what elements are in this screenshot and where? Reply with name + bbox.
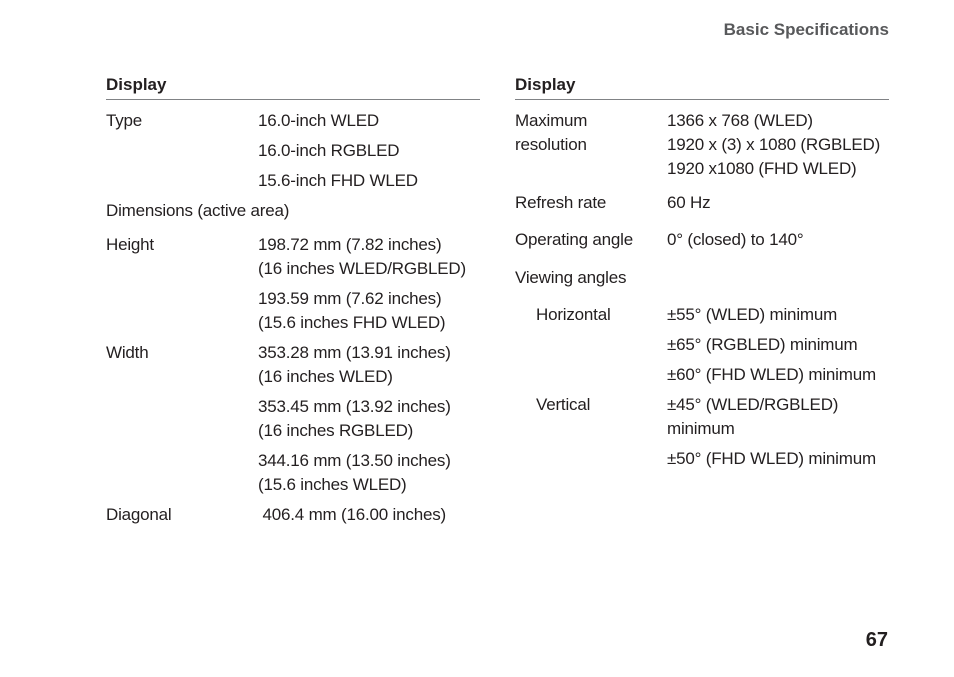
spec-value: ±55° (WLED) minimum: [667, 305, 838, 324]
table-heading: Display: [515, 75, 889, 100]
spec-value: 1920 x1080 (FHD WLED): [667, 159, 857, 178]
spec-value: 1920 x (3) x 1080 (RGBLED): [667, 135, 881, 154]
spec-label: Height: [106, 235, 154, 254]
spec-label: Vertical: [536, 395, 591, 414]
spec-value: 193.59 mm (7.62 inches): [258, 289, 442, 308]
spec-value: ±65° (RGBLED) minimum: [667, 335, 858, 354]
spec-row-max-resolution: [515, 109, 889, 181]
spec-label: resolution: [515, 135, 587, 154]
display-specs-table-right: [515, 75, 889, 477]
table-heading: Display: [106, 75, 480, 100]
spec-row-viewing-angles: [515, 266, 889, 290]
spec-value: minimum: [667, 419, 735, 438]
spec-value: ±50° (FHD WLED) minimum: [667, 449, 876, 468]
spec-value: (15.6 inches FHD WLED): [258, 313, 446, 332]
spec-value: 0° (closed) to 140°: [667, 230, 804, 249]
spec-label: Refresh rate: [515, 193, 607, 212]
spec-value: (15.6 inches WLED): [258, 475, 407, 494]
spec-row-height: [106, 233, 480, 335]
spec-label: Width: [106, 343, 149, 362]
spec-row-horizontal: [515, 303, 889, 387]
spec-row-refresh-rate: [515, 191, 889, 215]
spec-row-dimensions: [106, 199, 480, 223]
spec-label: Dimensions (active area): [106, 201, 290, 220]
spec-value: 16.0-inch WLED: [258, 111, 379, 130]
spec-value: 353.28 mm (13.91 inches): [258, 343, 451, 362]
spec-value: 15.6-inch FHD WLED: [258, 171, 418, 190]
spec-value: 406.4 mm (16.00 inches): [258, 505, 446, 524]
spec-label: Viewing angles: [515, 268, 627, 287]
spec-value: 198.72 mm (7.82 inches): [258, 235, 442, 254]
spec-value: 344.16 mm (13.50 inches): [258, 451, 451, 470]
spec-row-width: [106, 341, 480, 497]
spec-label: Horizontal: [536, 305, 611, 324]
spec-label: Operating angle: [515, 230, 633, 249]
display-specs-table-left: [106, 75, 480, 533]
spec-value: (16 inches WLED/RGBLED): [258, 259, 466, 278]
page-number: 67: [865, 629, 888, 651]
spec-value: 1366 x 768 (WLED): [667, 111, 813, 130]
spec-value: 353.45 mm (13.92 inches): [258, 397, 451, 416]
spec-value: 60 Hz: [667, 193, 711, 212]
spec-label: Maximum: [515, 111, 588, 130]
spec-value: (16 inches WLED): [258, 367, 393, 386]
section-title: Basic Specifications: [723, 20, 889, 39]
spec-label: Diagonal: [106, 505, 172, 524]
spec-value: (16 inches RGBLED): [258, 421, 414, 440]
spec-row-vertical: [515, 393, 889, 471]
spec-row-type: [106, 109, 480, 193]
spec-row-diagonal: [106, 503, 480, 527]
spec-value: 16.0-inch RGBLED: [258, 141, 400, 160]
spec-value: ±60° (FHD WLED) minimum: [667, 365, 876, 384]
spec-value: ±45° (WLED/RGBLED): [667, 395, 839, 414]
spec-row-operating-angle: [515, 228, 889, 252]
spec-label: Type: [106, 111, 143, 130]
